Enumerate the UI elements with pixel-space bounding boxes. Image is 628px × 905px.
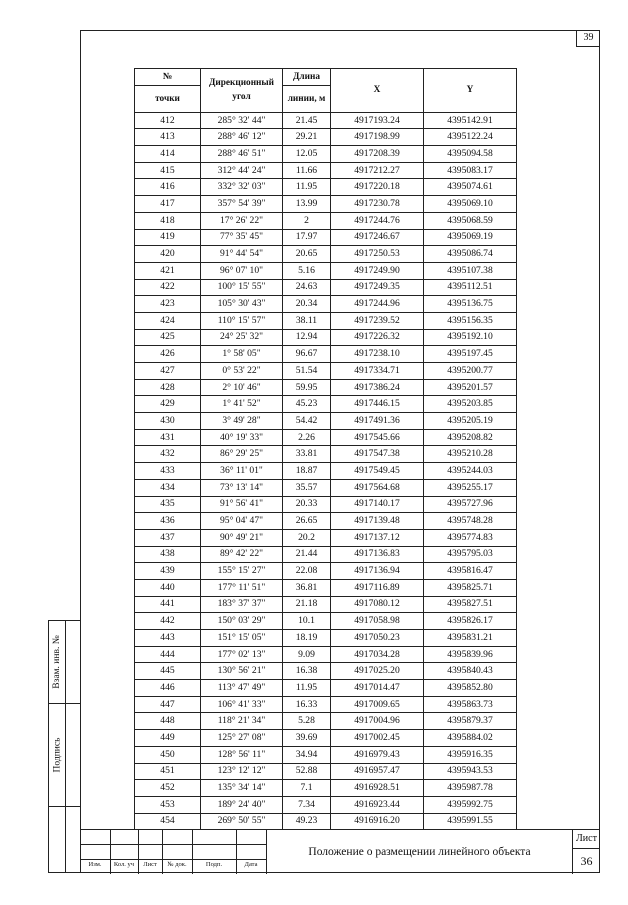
cell-x: 4917239.52 bbox=[331, 312, 424, 329]
cell-point: 423 bbox=[135, 296, 201, 313]
cell-length: 24.63 bbox=[283, 279, 331, 296]
cell-y: 4395074.61 bbox=[424, 179, 517, 196]
stamp-label-date: Дата bbox=[244, 861, 258, 868]
cell-point: 432 bbox=[135, 446, 201, 463]
cell-x: 4917244.76 bbox=[331, 212, 424, 229]
cell-length: 34.94 bbox=[283, 746, 331, 763]
cell-length: 21.44 bbox=[283, 546, 331, 563]
table-row bbox=[135, 162, 517, 179]
cell-angle: 73° 13' 14" bbox=[201, 479, 283, 496]
signature-label: Подпись bbox=[52, 737, 63, 772]
cell-x: 4916916.20 bbox=[331, 813, 424, 830]
cell-y: 4395083.17 bbox=[424, 162, 517, 179]
cell-y: 4395991.55 bbox=[424, 813, 517, 830]
cell-angle: 77° 35' 45" bbox=[201, 229, 283, 246]
cell-x: 4917025.20 bbox=[331, 663, 424, 680]
cell-length: 39.69 bbox=[283, 730, 331, 747]
cell-x: 4917136.83 bbox=[331, 546, 424, 563]
cell-x: 4917212.27 bbox=[331, 162, 424, 179]
cell-point: 430 bbox=[135, 413, 201, 430]
cell-point: 418 bbox=[135, 212, 201, 229]
table-row bbox=[135, 212, 517, 229]
cell-point: 433 bbox=[135, 463, 201, 480]
cell-x: 4917250.53 bbox=[331, 246, 424, 263]
cell-angle: 312° 44' 24" bbox=[201, 162, 283, 179]
cell-x: 4917334.71 bbox=[331, 363, 424, 380]
table-row bbox=[135, 396, 517, 413]
cell-length: 5.28 bbox=[283, 713, 331, 730]
cell-angle: 135° 34' 14" bbox=[201, 780, 283, 797]
table-row bbox=[135, 780, 517, 797]
cell-point: 428 bbox=[135, 379, 201, 396]
cell-y: 4395244.03 bbox=[424, 463, 517, 480]
coordinates-table bbox=[134, 68, 517, 830]
cell-point: 419 bbox=[135, 229, 201, 246]
table-row bbox=[135, 296, 517, 313]
cell-length: 26.65 bbox=[283, 513, 331, 530]
table-row bbox=[135, 479, 517, 496]
cell-angle: 150° 03' 29" bbox=[201, 613, 283, 630]
table-row bbox=[135, 663, 517, 680]
cell-angle: 110° 15' 57" bbox=[201, 312, 283, 329]
cell-angle: 123° 12' 12" bbox=[201, 763, 283, 780]
cell-point: 426 bbox=[135, 346, 201, 363]
cell-angle: 105° 30' 43" bbox=[201, 296, 283, 313]
cell-length: 11.95 bbox=[283, 680, 331, 697]
cell-point: 424 bbox=[135, 312, 201, 329]
cell-length: 20.33 bbox=[283, 496, 331, 513]
table-row bbox=[135, 363, 517, 380]
cell-y: 4395142.91 bbox=[424, 112, 517, 129]
cell-y: 4395136.75 bbox=[424, 296, 517, 313]
cell-point: 436 bbox=[135, 513, 201, 530]
cell-x: 4917140.17 bbox=[331, 496, 424, 513]
cell-point: 422 bbox=[135, 279, 201, 296]
table-row bbox=[135, 196, 517, 213]
cell-angle: 113° 47' 49" bbox=[201, 680, 283, 697]
cell-point: 425 bbox=[135, 329, 201, 346]
cell-length: 11.66 bbox=[283, 162, 331, 179]
cell-y: 4395774.83 bbox=[424, 529, 517, 546]
table-row bbox=[135, 529, 517, 546]
cell-angle: 90° 49' 21" bbox=[201, 529, 283, 546]
cell-x: 4917198.99 bbox=[331, 129, 424, 146]
cell-y: 4395827.51 bbox=[424, 596, 517, 613]
cell-x: 4917050.23 bbox=[331, 630, 424, 647]
cell-point: 445 bbox=[135, 663, 201, 680]
table-row bbox=[135, 546, 517, 563]
sheet-number: 36 bbox=[580, 854, 593, 868]
table-row bbox=[135, 246, 517, 263]
table-row bbox=[135, 312, 517, 329]
cell-y: 4395987.78 bbox=[424, 780, 517, 797]
cell-length: 13.99 bbox=[283, 196, 331, 213]
cell-x: 4917244.96 bbox=[331, 296, 424, 313]
table-row bbox=[135, 713, 517, 730]
header-point-label: точки bbox=[135, 85, 201, 112]
table-row bbox=[135, 646, 517, 663]
cell-point: 413 bbox=[135, 129, 201, 146]
table-row bbox=[135, 413, 517, 430]
cell-x: 4917238.10 bbox=[331, 346, 424, 363]
cell-y: 4395107.38 bbox=[424, 262, 517, 279]
cell-x: 4917004.96 bbox=[331, 713, 424, 730]
cell-length: 10.1 bbox=[283, 613, 331, 630]
cell-angle: 2° 10' 46" bbox=[201, 379, 283, 396]
cell-length: 16.38 bbox=[283, 663, 331, 680]
cell-point: 451 bbox=[135, 763, 201, 780]
cell-y: 4395839.96 bbox=[424, 646, 517, 663]
strip-divider bbox=[65, 621, 66, 872]
cell-length: 7.1 bbox=[283, 780, 331, 797]
cell-x: 4917116.89 bbox=[331, 579, 424, 596]
cell-x: 4917058.98 bbox=[331, 613, 424, 630]
cell-x: 4917545.66 bbox=[331, 429, 424, 446]
cell-length: 16.33 bbox=[283, 696, 331, 713]
cell-angle: 100° 15' 55" bbox=[201, 279, 283, 296]
cell-point: 416 bbox=[135, 179, 201, 196]
cell-angle: 96° 07' 10" bbox=[201, 262, 283, 279]
stamp-label-change: Изм. bbox=[88, 861, 102, 868]
cell-angle: 1° 41' 52" bbox=[201, 396, 283, 413]
cell-point: 437 bbox=[135, 529, 201, 546]
table-row bbox=[135, 813, 517, 830]
cell-length: 2.26 bbox=[283, 429, 331, 446]
cell-y: 4395852.80 bbox=[424, 680, 517, 697]
table-row bbox=[135, 429, 517, 446]
cell-x: 4917220.18 bbox=[331, 179, 424, 196]
cell-x: 4917446.15 bbox=[331, 396, 424, 413]
cell-angle: 91° 44' 54" bbox=[201, 246, 283, 263]
cell-angle: 1° 58' 05" bbox=[201, 346, 283, 363]
cell-angle: 130° 56' 21" bbox=[201, 663, 283, 680]
table-row bbox=[135, 446, 517, 463]
table-row bbox=[135, 379, 517, 396]
strip-divider bbox=[49, 806, 80, 807]
cell-length: 18.19 bbox=[283, 630, 331, 647]
cell-angle: 89° 42' 22" bbox=[201, 546, 283, 563]
table-row bbox=[135, 746, 517, 763]
cell-angle: 288° 46' 12" bbox=[201, 129, 283, 146]
cell-angle: 155° 15' 27" bbox=[201, 563, 283, 580]
table-row bbox=[135, 613, 517, 630]
cell-y: 4395826.17 bbox=[424, 613, 517, 630]
cell-point: 421 bbox=[135, 262, 201, 279]
stamp-label-signature: Подп. bbox=[205, 861, 223, 868]
cell-length: 51.54 bbox=[283, 363, 331, 380]
cell-angle: 95° 04' 47" bbox=[201, 513, 283, 530]
table-row bbox=[135, 346, 517, 363]
title-block bbox=[80, 829, 600, 873]
header-y: Y bbox=[424, 69, 517, 113]
cell-angle: 285° 32' 44" bbox=[201, 112, 283, 129]
cell-point: 449 bbox=[135, 730, 201, 747]
cell-length: 38.11 bbox=[283, 312, 331, 329]
cell-x: 4917549.45 bbox=[331, 463, 424, 480]
cell-angle: 106° 41' 33" bbox=[201, 696, 283, 713]
cell-angle: 128° 56' 11" bbox=[201, 746, 283, 763]
cell-x: 4917136.94 bbox=[331, 563, 424, 580]
cell-x: 4916928.51 bbox=[331, 780, 424, 797]
cell-angle: 86° 29' 25" bbox=[201, 446, 283, 463]
cell-length: 21.45 bbox=[283, 112, 331, 129]
cell-angle: 24° 25' 32" bbox=[201, 329, 283, 346]
cell-length: 22.08 bbox=[283, 563, 331, 580]
cell-x: 4916923.44 bbox=[331, 796, 424, 813]
table-row bbox=[135, 463, 517, 480]
cell-x: 4917014.47 bbox=[331, 680, 424, 697]
cell-angle: 357° 54' 39" bbox=[201, 196, 283, 213]
cell-length: 11.95 bbox=[283, 179, 331, 196]
cell-y: 4395210.28 bbox=[424, 446, 517, 463]
cell-length: 20.34 bbox=[283, 296, 331, 313]
cell-y: 4395156.35 bbox=[424, 312, 517, 329]
cell-length: 45.23 bbox=[283, 396, 331, 413]
cell-angle: 177° 02' 13" bbox=[201, 646, 283, 663]
cell-x: 4917246.67 bbox=[331, 229, 424, 246]
header-direction-angle: Дирекционный угол bbox=[201, 69, 283, 113]
cell-y: 4395200.77 bbox=[424, 363, 517, 380]
table-row bbox=[135, 596, 517, 613]
cell-point: 438 bbox=[135, 546, 201, 563]
cell-angle: 189° 24' 40" bbox=[201, 796, 283, 813]
cell-y: 4395112.51 bbox=[424, 279, 517, 296]
cell-y: 4395840.43 bbox=[424, 663, 517, 680]
cell-point: 453 bbox=[135, 796, 201, 813]
cell-x: 4917193.24 bbox=[331, 112, 424, 129]
cell-x: 4917009.65 bbox=[331, 696, 424, 713]
cell-angle: 17° 26' 22" bbox=[201, 212, 283, 229]
header-point-number: № bbox=[135, 69, 201, 86]
cell-x: 4916979.43 bbox=[331, 746, 424, 763]
cell-angle: 332° 32' 03" bbox=[201, 179, 283, 196]
cell-x: 4917080.12 bbox=[331, 596, 424, 613]
table-row bbox=[135, 630, 517, 647]
cell-length: 20.65 bbox=[283, 246, 331, 263]
cell-y: 4395884.02 bbox=[424, 730, 517, 747]
cell-y: 4395208.82 bbox=[424, 429, 517, 446]
cell-angle: 91° 56' 41" bbox=[201, 496, 283, 513]
table-row bbox=[135, 579, 517, 596]
cell-angle: 118° 21' 34" bbox=[201, 713, 283, 730]
cell-angle: 125° 27' 08" bbox=[201, 730, 283, 747]
sheet-label: Лист bbox=[573, 830, 600, 849]
left-margin-strip bbox=[48, 620, 80, 873]
cell-point: 448 bbox=[135, 713, 201, 730]
cell-y: 4395943.53 bbox=[424, 763, 517, 780]
cell-y: 4395255.17 bbox=[424, 479, 517, 496]
cell-x: 4917386.24 bbox=[331, 379, 424, 396]
cell-length: 20.2 bbox=[283, 529, 331, 546]
stamp-label-sheet: Лист bbox=[143, 861, 157, 868]
sheet-box bbox=[572, 830, 600, 874]
cell-point: 447 bbox=[135, 696, 201, 713]
table-row bbox=[135, 563, 517, 580]
cell-point: 441 bbox=[135, 596, 201, 613]
cell-point: 435 bbox=[135, 496, 201, 513]
cell-point: 415 bbox=[135, 162, 201, 179]
table-row bbox=[135, 763, 517, 780]
cell-y: 4395916.35 bbox=[424, 746, 517, 763]
table-row bbox=[135, 730, 517, 747]
cell-y: 4395192.10 bbox=[424, 329, 517, 346]
cell-length: 54.42 bbox=[283, 413, 331, 430]
replace-inventory-label: Взам. инв. № bbox=[52, 635, 63, 689]
cell-angle: 288° 46' 51" bbox=[201, 146, 283, 163]
cell-point: 440 bbox=[135, 579, 201, 596]
cell-y: 4395197.45 bbox=[424, 346, 517, 363]
revision-grid bbox=[80, 830, 266, 874]
header-length-unit: линии, м bbox=[283, 85, 331, 112]
document-title: Положение о размещении линейного объекта bbox=[266, 830, 572, 874]
cell-point: 452 bbox=[135, 780, 201, 797]
cell-x: 4917226.32 bbox=[331, 329, 424, 346]
cell-x: 4917564.68 bbox=[331, 479, 424, 496]
cell-x: 4917249.35 bbox=[331, 279, 424, 296]
table-row bbox=[135, 229, 517, 246]
cell-length: 17.97 bbox=[283, 229, 331, 246]
table-row bbox=[135, 496, 517, 513]
cell-length: 29.21 bbox=[283, 129, 331, 146]
cell-y: 4395992.75 bbox=[424, 796, 517, 813]
cell-x: 4917547.38 bbox=[331, 446, 424, 463]
cell-angle: 151° 15' 05" bbox=[201, 630, 283, 647]
cell-angle: 40° 19' 33" bbox=[201, 429, 283, 446]
cell-length: 2 bbox=[283, 212, 331, 229]
cell-point: 454 bbox=[135, 813, 201, 830]
cell-y: 4395727.96 bbox=[424, 496, 517, 513]
cell-point: 444 bbox=[135, 646, 201, 663]
cell-y: 4395069.10 bbox=[424, 196, 517, 213]
cell-length: 18.87 bbox=[283, 463, 331, 480]
cell-x: 4917137.12 bbox=[331, 529, 424, 546]
header-length: Длина bbox=[283, 69, 331, 86]
cell-angle: 3° 49' 28" bbox=[201, 413, 283, 430]
cell-x: 4916957.47 bbox=[331, 763, 424, 780]
cell-x: 4917491.36 bbox=[331, 413, 424, 430]
cell-length: 7.34 bbox=[283, 796, 331, 813]
cell-y: 4395201.57 bbox=[424, 379, 517, 396]
cell-length: 9.09 bbox=[283, 646, 331, 663]
table-row bbox=[135, 796, 517, 813]
table-row bbox=[135, 513, 517, 530]
cell-x: 4917139.48 bbox=[331, 513, 424, 530]
cell-length: 21.18 bbox=[283, 596, 331, 613]
table-row bbox=[135, 680, 517, 697]
cell-length: 12.94 bbox=[283, 329, 331, 346]
cell-length: 33.81 bbox=[283, 446, 331, 463]
cell-angle: 0° 53' 22" bbox=[201, 363, 283, 380]
cell-point: 427 bbox=[135, 363, 201, 380]
cell-x: 4917002.45 bbox=[331, 730, 424, 747]
table-row bbox=[135, 262, 517, 279]
cell-length: 5.16 bbox=[283, 262, 331, 279]
cell-point: 443 bbox=[135, 630, 201, 647]
cell-length: 49.23 bbox=[283, 813, 331, 830]
cell-y: 4395069.19 bbox=[424, 229, 517, 246]
stamp-label-doc: № док. bbox=[167, 861, 187, 868]
cell-point: 414 bbox=[135, 146, 201, 163]
cell-length: 12.05 bbox=[283, 146, 331, 163]
cell-length: 52.88 bbox=[283, 763, 331, 780]
cell-angle: 177° 11' 51" bbox=[201, 579, 283, 596]
stamp-label-count: Кол. уч bbox=[113, 861, 135, 868]
table-row bbox=[135, 129, 517, 146]
cell-x: 4917034.28 bbox=[331, 646, 424, 663]
table-row bbox=[135, 329, 517, 346]
cell-y: 4395203.85 bbox=[424, 396, 517, 413]
cell-length: 96.67 bbox=[283, 346, 331, 363]
cell-point: 446 bbox=[135, 680, 201, 697]
cell-y: 4395825.71 bbox=[424, 579, 517, 596]
cell-y: 4395205.19 bbox=[424, 413, 517, 430]
cell-length: 59.95 bbox=[283, 379, 331, 396]
cell-x: 4917249.90 bbox=[331, 262, 424, 279]
table-row bbox=[135, 146, 517, 163]
cell-point: 442 bbox=[135, 613, 201, 630]
cell-y: 4395122.24 bbox=[424, 129, 517, 146]
cell-point: 431 bbox=[135, 429, 201, 446]
cell-point: 412 bbox=[135, 112, 201, 129]
cell-length: 36.81 bbox=[283, 579, 331, 596]
cell-point: 434 bbox=[135, 479, 201, 496]
table-row bbox=[135, 179, 517, 196]
table-row bbox=[135, 696, 517, 713]
cell-x: 4917208.39 bbox=[331, 146, 424, 163]
cell-point: 417 bbox=[135, 196, 201, 213]
cell-angle: 269° 50' 55" bbox=[201, 813, 283, 830]
table-row bbox=[135, 279, 517, 296]
cell-y: 4395831.21 bbox=[424, 630, 517, 647]
table-row bbox=[135, 112, 517, 129]
cell-y: 4395748.28 bbox=[424, 513, 517, 530]
corner-page-number: 39 bbox=[576, 30, 600, 47]
cell-y: 4395863.73 bbox=[424, 696, 517, 713]
cell-point: 450 bbox=[135, 746, 201, 763]
cell-point: 420 bbox=[135, 246, 201, 263]
cell-point: 439 bbox=[135, 563, 201, 580]
cell-y: 4395094.58 bbox=[424, 146, 517, 163]
header-x: X bbox=[331, 69, 424, 113]
cell-angle: 36° 11' 01" bbox=[201, 463, 283, 480]
cell-y: 4395816.47 bbox=[424, 563, 517, 580]
cell-x: 4917230.78 bbox=[331, 196, 424, 213]
cell-y: 4395068.59 bbox=[424, 212, 517, 229]
cell-y: 4395086.74 bbox=[424, 246, 517, 263]
cell-length: 35.57 bbox=[283, 479, 331, 496]
cell-point: 429 bbox=[135, 396, 201, 413]
cell-y: 4395879.37 bbox=[424, 713, 517, 730]
cell-y: 4395795.03 bbox=[424, 546, 517, 563]
cell-angle: 183° 37' 37" bbox=[201, 596, 283, 613]
